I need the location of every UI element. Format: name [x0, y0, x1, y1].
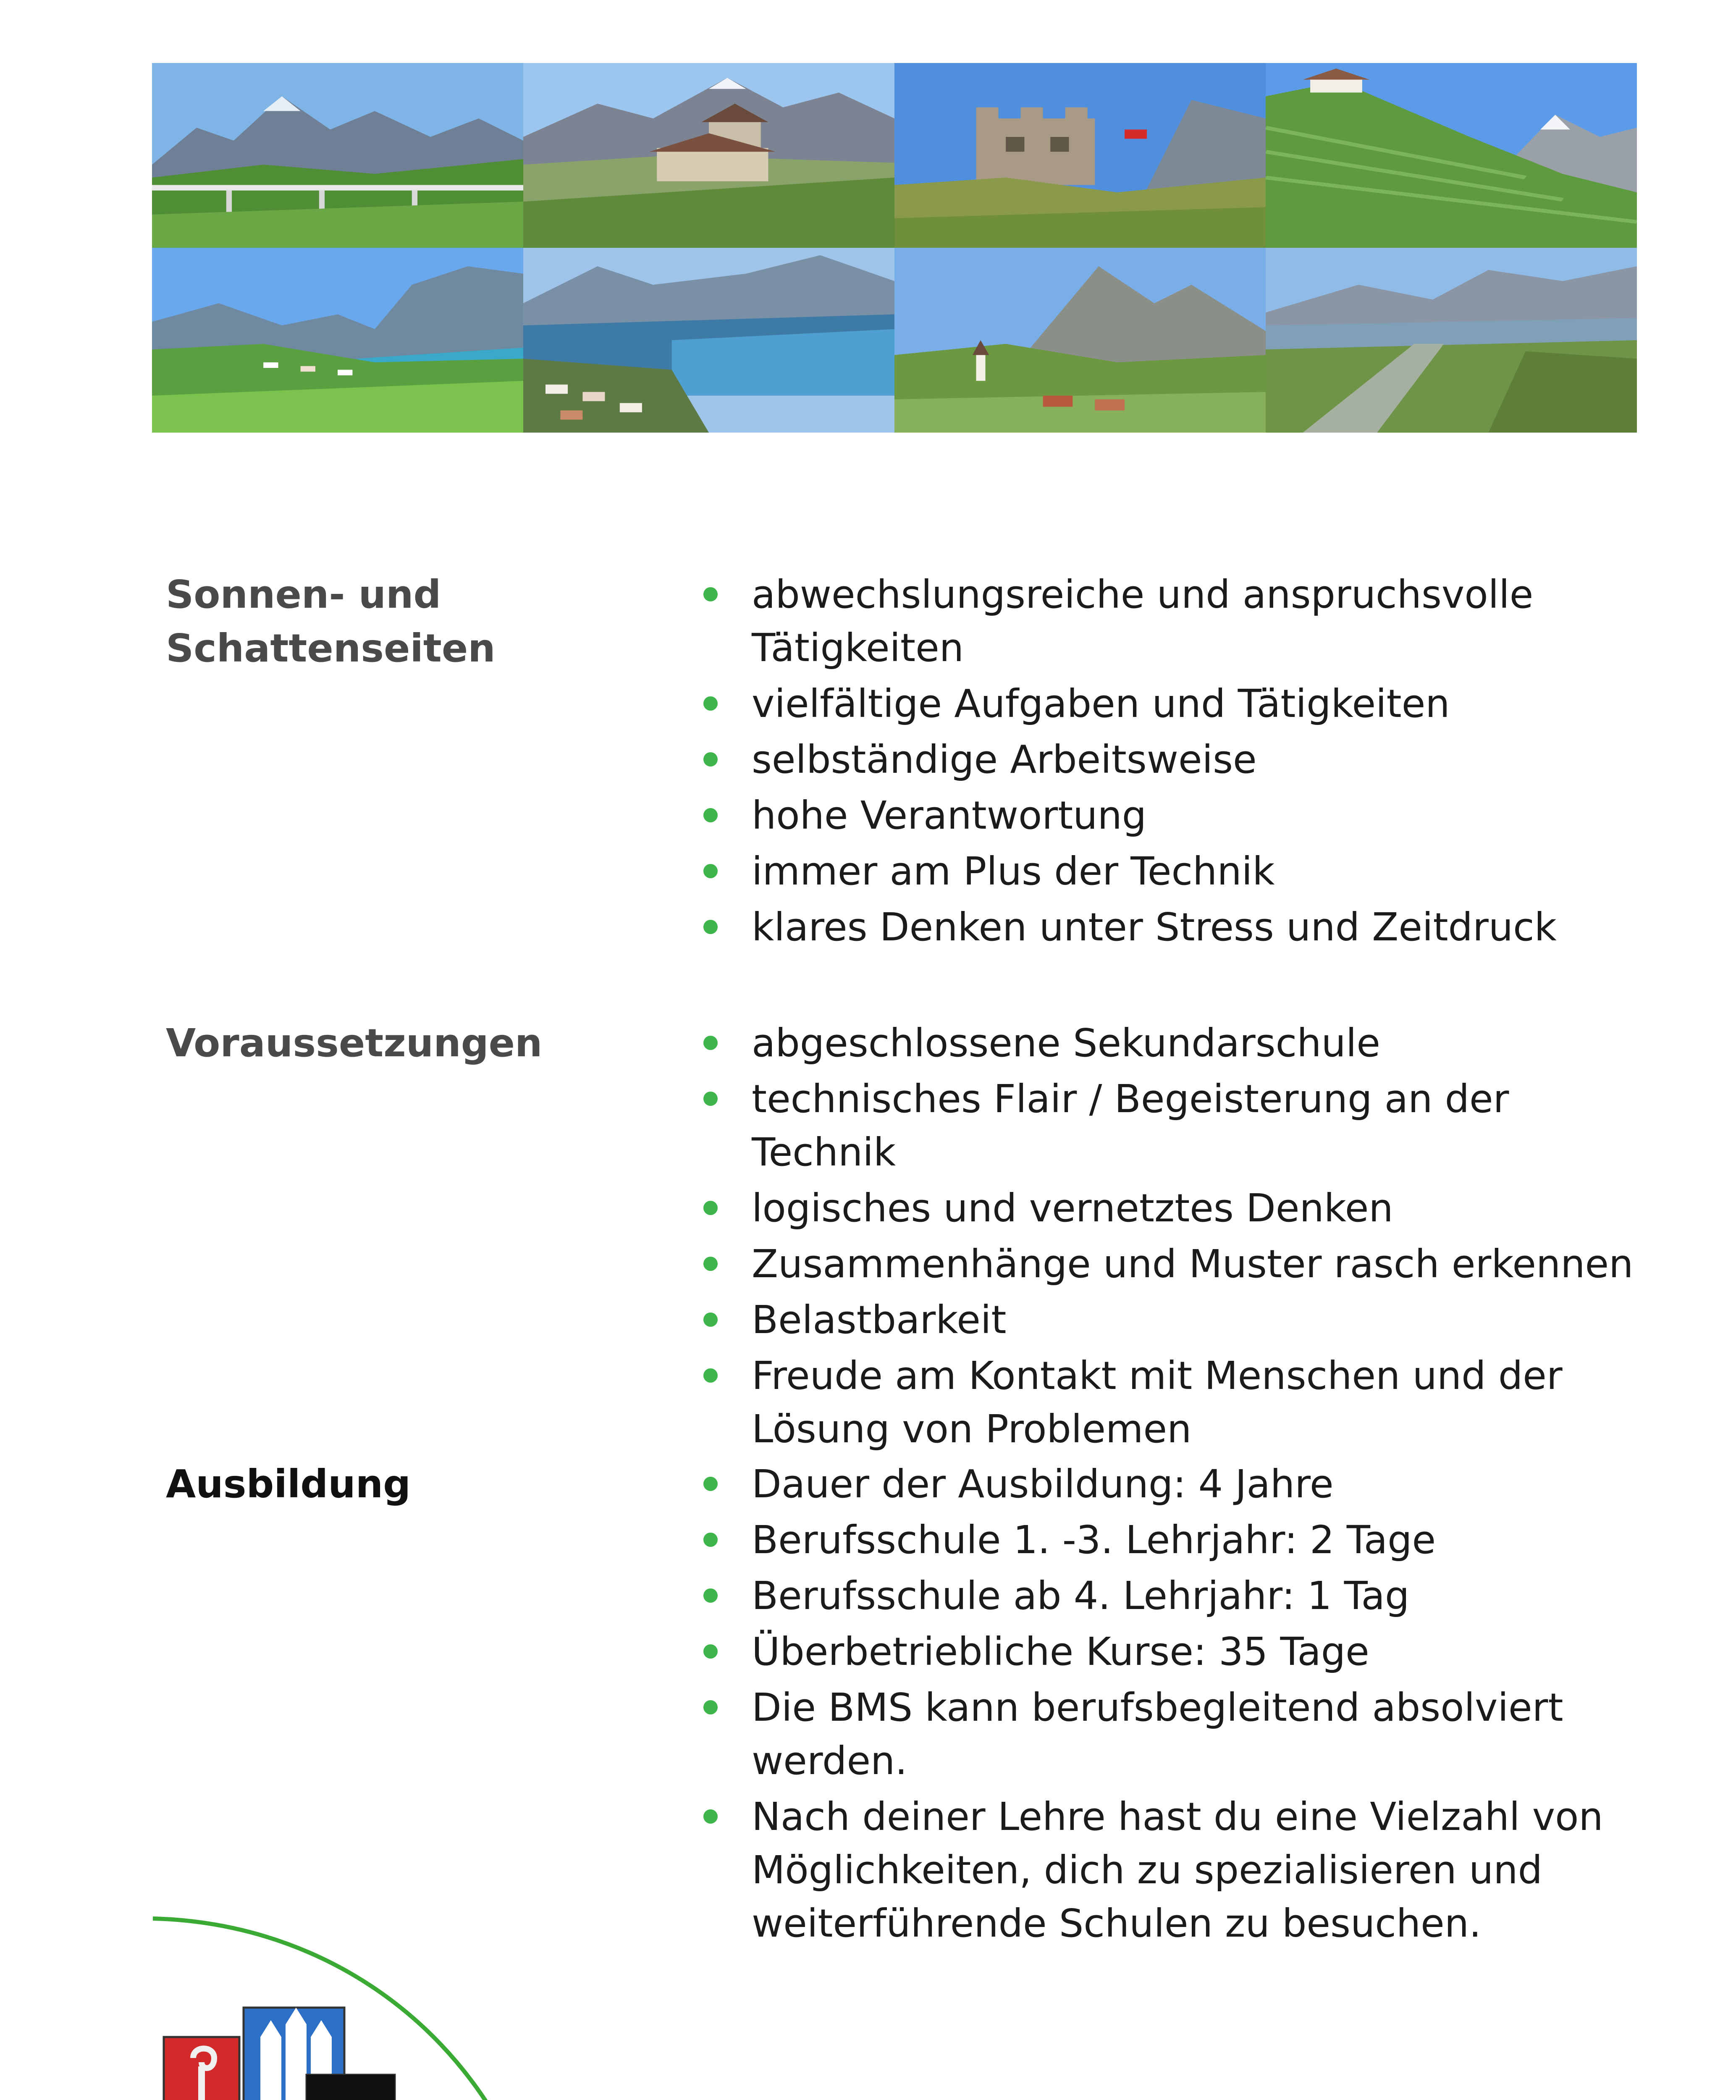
bullet-icon [703, 1588, 718, 1603]
photo-vineyard-slope [1266, 63, 1637, 248]
crest-black-goose [307, 2075, 395, 2100]
bullet-list [703, 1457, 1652, 1953]
bullet-icon [703, 1533, 718, 1547]
photo-banner [152, 63, 1637, 433]
bullet-list [703, 568, 1652, 956]
section-title: Ausbildung [166, 1462, 411, 1507]
list-item: Berufsschule 1. -3. Lehrjahr: 2 Tage [703, 1513, 1652, 1567]
bullet-icon [703, 920, 718, 934]
municipality-crests-logo [160, 2003, 504, 2100]
bullet-icon [703, 1092, 718, 1106]
photo-castle-valley [523, 63, 894, 248]
list-item: vielfältige Aufgaben und Tätigkeiten [703, 677, 1652, 730]
list-item: Dauer der Ausbildung: 4 Jahre [703, 1457, 1652, 1511]
list-item: Belastbarkeit [703, 1293, 1652, 1347]
bullet-icon [703, 752, 718, 766]
list-item: Berufsschule ab 4. Lehrjahr: 1 Tag [703, 1569, 1652, 1622]
bullet-icon [703, 864, 718, 878]
photo-lake-town [523, 248, 894, 433]
list-item: logisches und vernetztes Denken [703, 1181, 1652, 1235]
bullet-icon [703, 1257, 718, 1271]
section-title: Sonnen- und Schattenseiten [166, 572, 496, 671]
bullet-icon [703, 587, 718, 601]
list-item: hohe Verantwortung [703, 789, 1652, 842]
bullet-icon [703, 1368, 718, 1383]
photo-rhine-valley [1266, 248, 1637, 433]
bullet-icon [703, 696, 718, 711]
bullet-list [703, 1016, 1652, 1458]
bullet-icon [703, 1809, 718, 1824]
list-item: Zusammenhänge und Muster rasch erkennen [703, 1237, 1652, 1291]
list-item: Die BMS kann berufsbegleitend absolviert werden. [703, 1681, 1652, 1788]
bullet-icon [703, 808, 718, 822]
photo-castle-ruin [894, 63, 1266, 248]
photo-alpine-bridge [152, 63, 523, 248]
list-item: abgeschlossene Sekundarschule [703, 1016, 1652, 1070]
bullet-icon [703, 1201, 718, 1215]
section-title: Voraussetzungen [166, 1021, 543, 1066]
crest-red-crosier [164, 2037, 239, 2100]
list-item: Freude am Kontakt mit Menschen und der Lösung von Problemen [703, 1349, 1652, 1456]
bullet-icon [703, 1477, 718, 1491]
bullet-icon [703, 1700, 718, 1714]
list-item: immer am Plus der Technik [703, 845, 1652, 898]
photo-mountain-village [894, 248, 1266, 433]
list-item: Nach deiner Lehre hast du eine Vielzahl von Möglichkeiten, dich zu spezialisieren und weiterführende Schulen zu besuchen. [703, 1790, 1652, 1950]
list-item: selbständige Arbeitsweise [703, 733, 1652, 786]
bullet-icon [703, 1036, 718, 1050]
photo-lake-village [152, 248, 523, 433]
list-item: abwechslungsreiche und anspruchsvolle Tätigkeiten [703, 568, 1652, 675]
bullet-icon [703, 1644, 718, 1659]
bullet-icon [703, 1312, 718, 1327]
list-item: klares Denken unter Stress und Zeitdruck [703, 900, 1652, 954]
list-item: Überbetriebliche Kurse: 35 Tage [703, 1625, 1652, 1678]
list-item: technisches Flair / Begeisterung an der Technik [703, 1072, 1652, 1179]
